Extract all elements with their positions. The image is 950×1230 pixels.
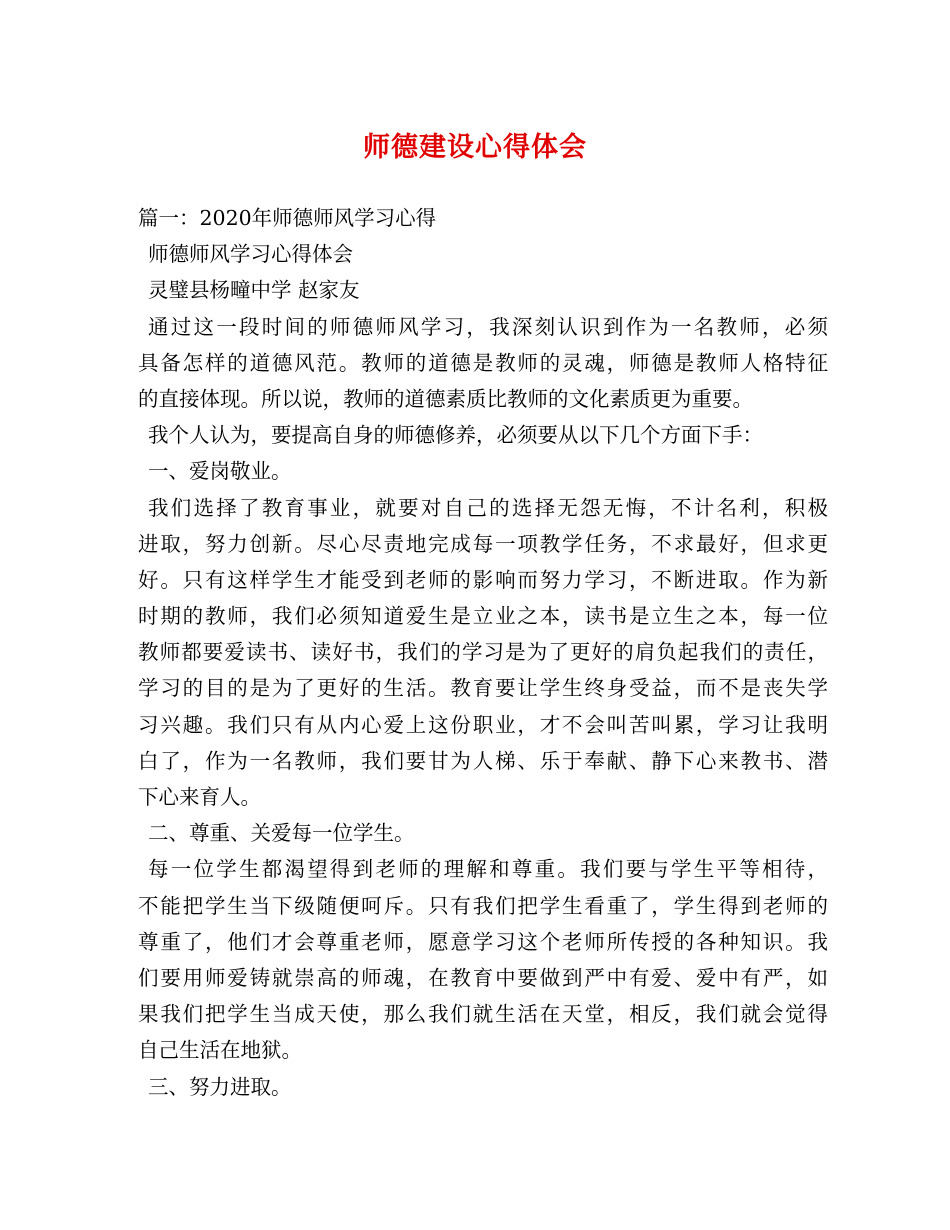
text-line: 师德师风学习心得体会 [148,242,353,267]
text-line: 教师都要爱读书、读好书，我们的学习是为了更好的肩负起我们的责任， [138,640,828,665]
text-line: 下心来育人。 [138,785,261,809]
text-line: 的直接体现。所以说，教师的道德素质比教师的文化素质更为重要。 [138,386,753,411]
text-line: 通过这一段时间的师德师风学习，我深刻认识到作为一名教师，必须 [148,314,828,339]
text-line: 灵璧县杨疃中学 赵家友 [148,278,360,303]
text-line: 三、努力进取。 [148,1074,292,1099]
text-line: 时期的教师，我们必须知道爱生是立业之本，读书是立生之本，每一位 [138,604,828,629]
text-line: 每一位学生都渴望得到老师的理解和尊重。我们要与学生平等相待， [148,857,828,882]
text-line: 进取，努力创新。尽心尽责地完成每一项教学任务，不求最好，但求更 [138,531,828,556]
text-line: 不能把学生当下级随便呵斥。只有我们把学生看重了，学生得到老师的 [138,893,828,918]
text-line: 尊重了，他们才会尊重老师，愿意学习这个老师所传授的各种知识。我 [138,929,828,954]
document-title: 师德建设心得体会 [363,132,587,163]
text-line: 二、尊重、关爱每一位学生。 [148,821,415,846]
text-line: 一、爱岗敬业。 [148,459,292,484]
text-line: 习兴趣。我们只有从内心爱上这份职业，才不会叫苦叫累，学习让我明 [138,712,828,737]
text-line: 自己生活在地狱。 [138,1038,302,1063]
text-line: 篇一：2020年师德师风学习心得 [138,206,437,230]
text-line: 好。只有这样学生才能受到老师的影响而努力学习，不断进取。作为新 [138,567,828,592]
text-line: 我们选择了教育事业，就要对自己的选择无怨无悔，不计名利，积极 [148,495,828,520]
text-line: 学习的目的是为了更好的生活。教育要让学生终身受益，而不是丧失学 [138,676,828,701]
document-body [138,200,828,1105]
text-line: 具备怎样的道德风范。教师的道德是教师的灵魂，师德是教师人格特征 [138,350,828,375]
text-line: 白了，作为一名教师，我们要甘为人梯、乐于奉献、静下心来教书、潜 [138,748,828,773]
text-line: 我个人认为，要提高自身的师德修养，必须要从以下几个方面下手： [148,423,763,448]
text-line: 果我们把学生当成天使，那么我们就生活在天堂，相反，我们就会觉得 [138,1002,828,1027]
text-line: 们要用师爱铸就崇高的师魂，在教育中要做到严中有爱、爱中有严，如 [138,965,828,990]
